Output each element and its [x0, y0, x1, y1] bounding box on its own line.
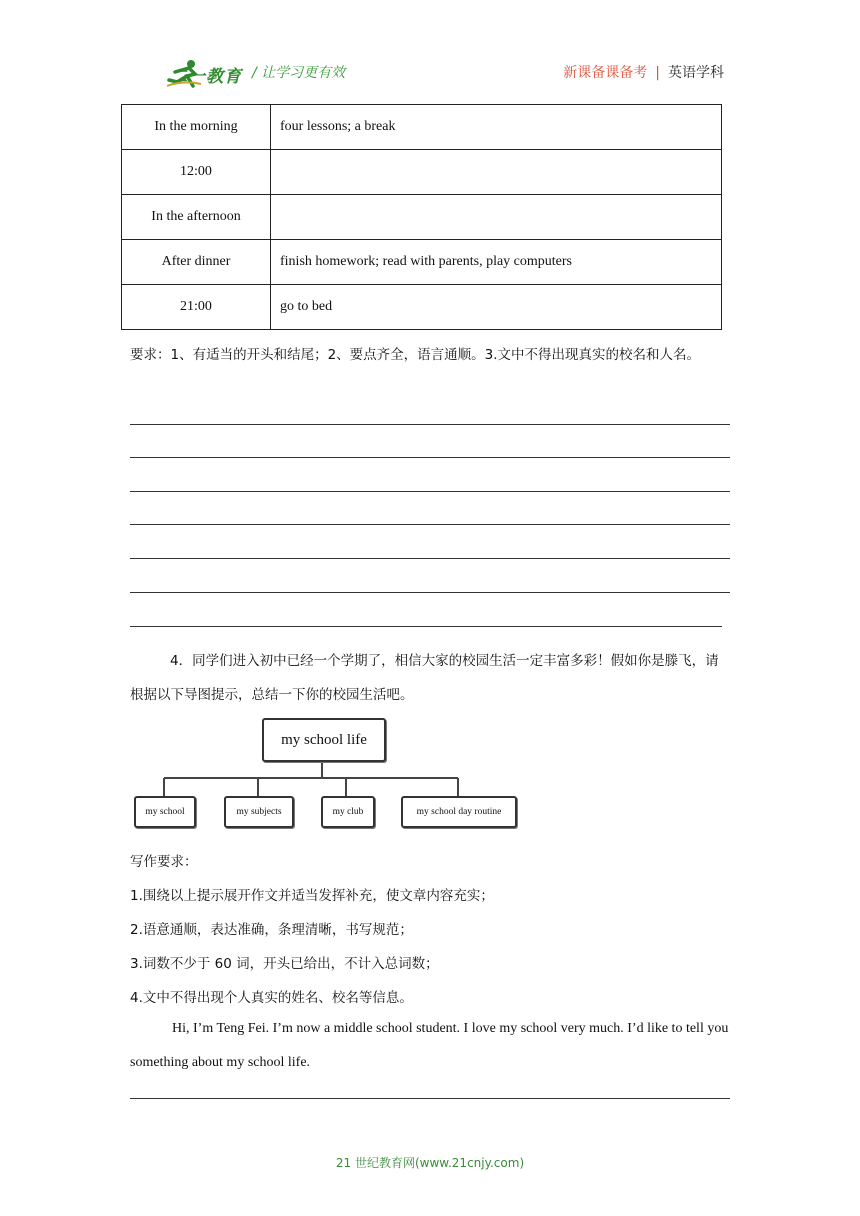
table-row — [122, 240, 722, 285]
opening-paragraph: Hi, I’m Teng Fei. I’m now a middle school student. I love my school very much. I’d like to tell you something about my school life. — [130, 1021, 729, 1070]
requirement-text: 要求：1、有适当的开头和结尾；2、要点齐全，语言通顺。3.文中不得出现真实的校名和人名。 — [130, 347, 701, 363]
mindmap-leaf-my-subjects: my subjects — [224, 796, 294, 828]
question-4: 4．同学们进入初中已经一个学期了，相信大家的校园生活一定丰富多彩！假如你是滕飞，请根据以下导图提示，总结一下你的校园生活吧。 — [130, 653, 719, 703]
writing-requirement-item: 3.词数不少于 60 词，开头已给出，不计入总词数； — [130, 956, 439, 972]
mindmap-root: my school life — [262, 718, 386, 762]
mindmap-leaf-my-club: my club — [321, 796, 375, 828]
answer-line[interactable] — [130, 1098, 730, 1099]
table-row — [122, 150, 722, 195]
table-row — [122, 195, 722, 240]
writing-requirement-item: 2.语意通顺，表达准确，条理清晰，书写规范； — [130, 922, 413, 938]
writing-requirements-title: 写作要求： — [130, 854, 198, 870]
slogan: / 让学习更有效 — [252, 65, 346, 81]
mindmap-leaf-school-day-routine: my school day routine — [401, 796, 517, 828]
answer-line[interactable] — [130, 558, 730, 559]
activity-cell: finish homework; read with parents, play computers — [271, 240, 722, 285]
logo-text: 二一教育 — [170, 67, 242, 87]
subject-label: 英语学科 — [668, 65, 724, 81]
activity-cell: go to bed — [271, 285, 722, 330]
activity-cell — [271, 150, 722, 195]
answer-line[interactable] — [130, 592, 730, 593]
page-header — [0, 0, 860, 100]
page-footer: 21 世纪教育网(www.21cnjy.com) — [335, 1156, 525, 1170]
header-separator: | — [655, 65, 660, 81]
time-cell: After dinner — [122, 240, 271, 285]
course-label: 新课备课备考 — [563, 65, 648, 81]
activity-cell — [271, 195, 722, 240]
table-row — [122, 285, 722, 330]
table-row — [122, 105, 722, 150]
time-cell: 12:00 — [122, 150, 271, 195]
answer-line[interactable] — [130, 424, 730, 425]
writing-requirement-item: 1.围绕以上提示展开作文并适当发挥补充，使文章内容充实； — [130, 888, 494, 904]
time-cell: In the afternoon — [122, 195, 271, 240]
time-cell: 21:00 — [122, 285, 271, 330]
answer-line[interactable] — [130, 491, 730, 492]
writing-requirement-item: 4.文中不得出现个人真实的姓名、校名等信息。 — [130, 990, 413, 1006]
mindmap-leaf-my-school: my school — [134, 796, 196, 828]
answer-line[interactable] — [130, 524, 730, 525]
activity-cell: four lessons; a break — [271, 105, 722, 150]
answer-line[interactable] — [130, 626, 722, 627]
answer-line[interactable] — [130, 457, 730, 458]
time-cell: In the morning — [122, 105, 271, 150]
schedule-table — [121, 104, 722, 330]
header-right — [563, 62, 724, 82]
